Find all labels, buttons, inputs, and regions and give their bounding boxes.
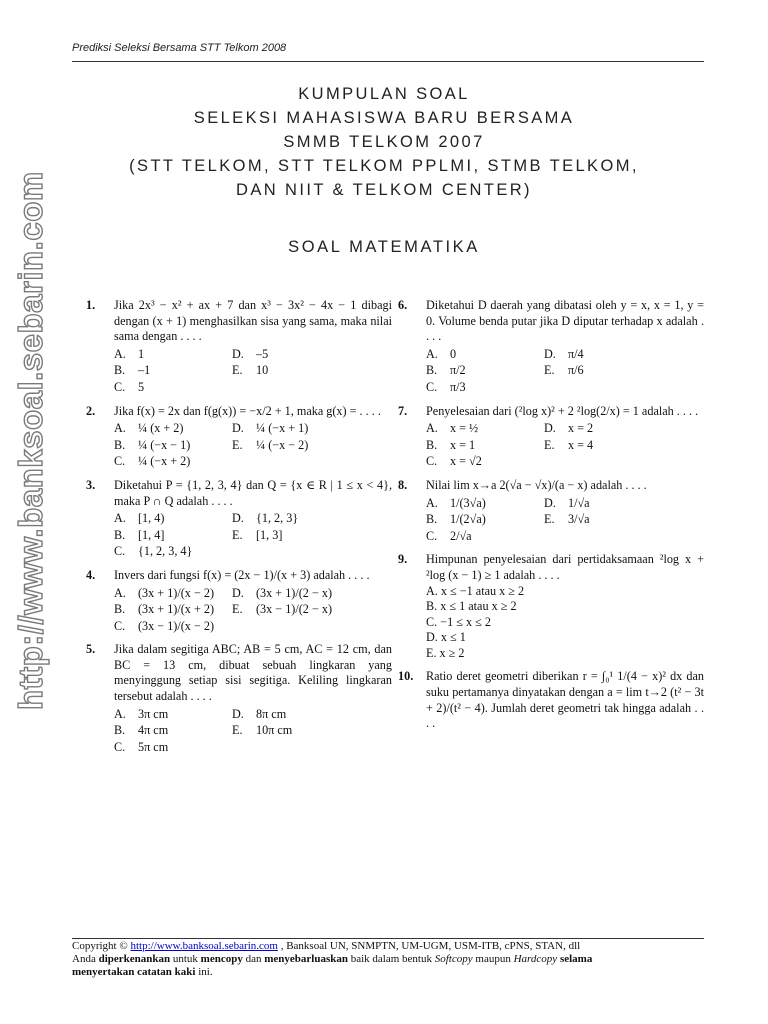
answer-option: [232, 454, 350, 470]
option-value: {1, 2, 3, 4}: [138, 544, 193, 559]
options-grid: [114, 421, 392, 470]
option-letter: B.: [426, 512, 438, 527]
question-3: [86, 478, 392, 560]
option-letter: A.: [426, 421, 438, 436]
question-number: 1.: [86, 298, 96, 312]
answer-option: [232, 707, 350, 723]
footer-text-2d: mencopy: [200, 953, 243, 965]
option-letter: B.: [114, 527, 126, 542]
answer-option: [114, 380, 232, 396]
subject-title: SOAL MATEMATIKA: [288, 238, 480, 256]
answer-option: C. −1 ≤ x ≤ 2: [426, 614, 491, 629]
watermark-url: http://www.banksoal.sebarin.com: [12, 171, 49, 710]
question-number: 6.: [398, 298, 408, 312]
footer-text-2h: Softcopy: [434, 953, 473, 965]
option-value: 3π cm: [138, 706, 169, 721]
footer: [72, 940, 712, 979]
answer-option: [232, 347, 350, 363]
option-letter: C.: [114, 454, 126, 469]
question-6: [398, 298, 704, 396]
option-value: 10: [256, 363, 269, 378]
option-letter: A.: [114, 346, 126, 361]
answer-option: [114, 438, 232, 454]
option-letter: D.: [232, 421, 244, 436]
option-letter: D.: [544, 346, 556, 361]
option-letter: C.: [114, 618, 126, 633]
answer-option: [232, 438, 350, 454]
options-grid: [114, 707, 392, 756]
footer-link[interactable]: http://www.banksoal.sebarin.com: [130, 940, 278, 952]
option-value: {1, 2, 3}: [256, 511, 299, 526]
answer-option: [544, 512, 662, 528]
question-number: 8.: [398, 477, 408, 492]
answer-option: [426, 454, 544, 470]
option-value: 8π cm: [256, 706, 287, 721]
answer-option: [426, 421, 544, 437]
option-letter: E.: [232, 527, 243, 542]
answer-option: [232, 421, 350, 437]
answer-option: B. x ≤ 1 atau x ≥ 2: [426, 599, 517, 614]
question-text: Jika 2x³ − x² + ax + 7 dan x³ − 3x² − 4x − 1 dibagi dengan (x + 1) menghasilkan sisa yang sama, maka nilai sama dengan . . . .: [114, 298, 392, 344]
option-value: x = √2: [450, 454, 482, 469]
option-letter: C.: [426, 528, 438, 543]
footer-text-2f: menyebarluaskan: [264, 953, 348, 965]
answer-option: [232, 511, 350, 527]
answer-option: A. x ≤ −1 atau x ≥ 2: [426, 583, 525, 598]
footer-text-3: menyertakan catatan kaki: [72, 966, 196, 978]
footer-text-2a: Anda: [72, 953, 96, 965]
answer-option: [114, 511, 232, 527]
option-letter: C.: [114, 379, 126, 394]
option-letter: A.: [426, 346, 438, 361]
question-text: Diketahui P = {1, 2, 3, 4} dan Q = {x ∈ R | 1 ≤ x < 4}, maka P ∩ Q adalah . . . .: [114, 477, 392, 508]
footer-text-1: , Banksoal UN, SNMPTN, UM-UGM, USM-ITB, cPNS, STAN, dll: [280, 940, 581, 952]
option-value: 10π cm: [256, 723, 293, 738]
copyright-label: Copyright ©: [72, 940, 128, 952]
option-letter: E.: [232, 723, 243, 738]
option-value: π/6: [568, 363, 584, 378]
question-7: [398, 404, 704, 470]
option-value: π/2: [450, 363, 466, 378]
option-letter: D.: [232, 511, 244, 526]
option-letter: A.: [114, 706, 126, 721]
option-letter: D.: [232, 706, 244, 721]
answer-option: [232, 586, 350, 602]
answer-option: [114, 363, 232, 379]
option-value: 4π cm: [138, 723, 169, 738]
answer-option: [426, 363, 544, 379]
option-value: π/3: [450, 379, 466, 394]
option-value: 5: [138, 379, 145, 394]
option-letter: E.: [544, 363, 555, 378]
options-grid: [114, 586, 392, 635]
question-number: 7.: [398, 403, 408, 418]
option-value: ¼ (x + 2): [138, 421, 184, 436]
option-letter: A.: [114, 511, 126, 526]
option-letter: E.: [232, 602, 243, 617]
option-value: 0: [450, 346, 457, 361]
option-value: (3x + 1)/(x + 2): [138, 602, 215, 617]
question-number: 9.: [398, 552, 408, 567]
option-value: (3x − 1)/(2 − x): [256, 602, 333, 617]
option-letter: E.: [544, 512, 555, 527]
options-grid: [426, 421, 704, 470]
answer-option: [232, 619, 350, 635]
option-value: (3x − 1)/(x − 2): [138, 618, 215, 633]
answer-option: [114, 528, 232, 544]
option-letter: D.: [544, 495, 556, 510]
answer-option: [114, 421, 232, 437]
answer-option: [114, 707, 232, 723]
footer-text-2j: Hardcopy: [513, 953, 558, 965]
question-text: Ratio deret geometri diberikan r = ∫₀¹ 1/(4 − x)² dx dan suku pertamanya dinyatakan dengan a = lim t→2 (t² − 3t + 2)/(t² − 4). Jumlah deret geometri tak hingga adalah . . . .: [426, 669, 704, 731]
option-value: 1: [138, 346, 145, 361]
question-8: [398, 478, 704, 544]
option-letter: A.: [426, 495, 438, 510]
answer-option: [544, 529, 662, 545]
question-text: Diketahui D daerah yang dibatasi oleh y = x, x = 1, y = 0. Volume benda putar jika D diputar terhadap x adalah . . . .: [426, 298, 704, 344]
option-value: 5π cm: [138, 739, 169, 754]
question-number: 2.: [86, 403, 96, 418]
answer-option: [544, 438, 662, 454]
option-letter: C.: [426, 454, 438, 469]
answer-option: [544, 421, 662, 437]
option-letter: C.: [114, 739, 126, 754]
answer-option: [232, 380, 350, 396]
option-value: ¼ (−x − 1): [138, 437, 191, 452]
options-grid: [426, 496, 704, 545]
question-number: 5.: [86, 642, 96, 657]
option-value: (3x + 1)/(x − 2): [138, 585, 215, 600]
option-letter: A.: [114, 585, 126, 600]
option-letter: B.: [426, 363, 438, 378]
option-letter: E.: [232, 437, 243, 452]
option-letter: D.: [544, 421, 556, 436]
option-value: ¼ (−x + 1): [256, 421, 309, 436]
footer-text-2e: dan: [245, 953, 262, 965]
answer-option: [114, 544, 232, 560]
answer-option: [426, 380, 544, 396]
option-value: –5: [256, 346, 269, 361]
option-value: –1: [138, 363, 151, 378]
options-grid: [426, 347, 704, 396]
question-number: 4.: [86, 567, 96, 582]
question-5: [86, 642, 392, 755]
title-line-1: KUMPULAN SOAL: [298, 85, 470, 103]
title-line-3: SMMB TELKOM 2007: [283, 133, 485, 151]
answer-option: [544, 496, 662, 512]
option-letter: E.: [544, 437, 555, 452]
option-value: x = ½: [450, 421, 479, 436]
option-letter: B.: [114, 437, 126, 452]
option-value: 2/√a: [450, 528, 472, 543]
left-column: [86, 298, 392, 763]
answer-option: [426, 347, 544, 363]
option-value: x = 2: [568, 421, 594, 436]
option-value: 3/√a: [568, 512, 590, 527]
option-letter: B.: [426, 437, 438, 452]
title-block: [0, 82, 768, 202]
answer-option: [232, 528, 350, 544]
question-text: Penyelesaian dari (²log x)² + 2 ²log(2/x) = 1 adalah . . . .: [426, 403, 699, 418]
right-column: [398, 298, 704, 740]
option-value: x = 4: [568, 437, 594, 452]
option-value: (3x + 1)/(2 − x): [256, 585, 333, 600]
option-letter: E.: [232, 363, 243, 378]
option-letter: B.: [114, 363, 126, 378]
footer-rule: [72, 938, 704, 939]
question-number: 10.: [398, 669, 414, 684]
answer-option: [232, 740, 350, 756]
answer-option: [544, 347, 662, 363]
answer-option: [426, 438, 544, 454]
option-value: [1, 4): [138, 511, 165, 526]
answer-option: E. x ≥ 2: [426, 645, 465, 660]
title-line-2: SELEKSI MAHASISWA BARU BERSAMA: [193, 109, 575, 127]
options-grid: [114, 347, 392, 396]
answer-option: [544, 363, 662, 379]
answer-option: [544, 380, 662, 396]
question-text: Nilai lim x→a 2(√a − √x)/(a − x) adalah . . . .: [426, 477, 647, 492]
title-line-4: (STT TELKOM, STT TELKOM PPLMI, STMB TELKOM,: [129, 157, 639, 175]
answer-option: [232, 723, 350, 739]
answer-option: [232, 544, 350, 560]
option-letter: C.: [114, 544, 126, 559]
answer-option: [426, 512, 544, 528]
header-rule: [72, 61, 704, 62]
question-number: 3.: [86, 477, 96, 492]
answer-option: [114, 454, 232, 470]
option-value: ¼ (−x + 2): [138, 454, 191, 469]
answer-option: [232, 602, 350, 618]
option-value: π/4: [568, 346, 584, 361]
option-letter: D.: [232, 585, 244, 600]
footer-text-2c: untuk: [172, 953, 198, 965]
answer-option: [114, 602, 232, 618]
option-letter: C.: [426, 379, 438, 394]
footer-text-2k: selama: [559, 953, 593, 965]
answer-option: [114, 740, 232, 756]
option-value: 1/√a: [568, 495, 590, 510]
footer-text-2g: baik dalam bentuk: [350, 953, 432, 965]
option-letter: B.: [114, 723, 126, 738]
answer-option: D. x ≤ 1: [426, 630, 466, 645]
answer-option: [114, 723, 232, 739]
question-4: [86, 568, 392, 634]
option-value: x = 1: [450, 437, 476, 452]
question-1: [86, 298, 392, 396]
answer-option: [426, 496, 544, 512]
question-2: [86, 404, 392, 470]
answer-option: [114, 586, 232, 602]
answer-option: [114, 347, 232, 363]
footer-text-3-end: ini.: [198, 966, 213, 978]
option-value: [1, 4]: [138, 527, 165, 542]
options-grid: [114, 511, 392, 560]
option-value: ¼ (−x − 2): [256, 437, 309, 452]
option-letter: A.: [114, 421, 126, 436]
footer-text-2i: maupun: [475, 953, 511, 965]
page-header: Prediksi Seleksi Bersama STT Telkom 2008: [72, 42, 287, 54]
question-text: Jika f(x) = 2x dan f(g(x)) = −x/2 + 1, maka g(x) = . . . .: [114, 403, 381, 418]
question-text: Invers dari fungsi f(x) = (2x − 1)/(x + 3) adalah . . . .: [114, 567, 370, 582]
option-letter: D.: [232, 346, 244, 361]
question-9: [398, 552, 704, 661]
answer-option: [114, 619, 232, 635]
option-letter: B.: [114, 602, 126, 617]
question-text: Jika dalam segitiga ABC; AB = 5 cm, AC = 12 cm, dan BC = 13 cm, dibuat sebuah lingkaran yang menyinggung setiap sisi segitiga. Keliling lingkaran tersebut adalah . . . .: [114, 642, 392, 704]
answer-option: [544, 454, 662, 470]
answer-option: [426, 529, 544, 545]
title-line-5: DAN NIIT & TELKOM CENTER): [236, 181, 532, 199]
footer-text-2b: diperkenankan: [98, 953, 171, 965]
option-value: [1, 3]: [256, 527, 283, 542]
question-10: [398, 669, 704, 731]
question-text: Himpunan penyelesaian dari pertidaksamaan ²log x + ²log (x − 1) ≥ 1 adalah . . . .: [426, 552, 704, 582]
answer-option: [232, 363, 350, 379]
option-value: 1/(2√a): [450, 512, 486, 527]
option-value: 1/(3√a): [450, 495, 486, 510]
